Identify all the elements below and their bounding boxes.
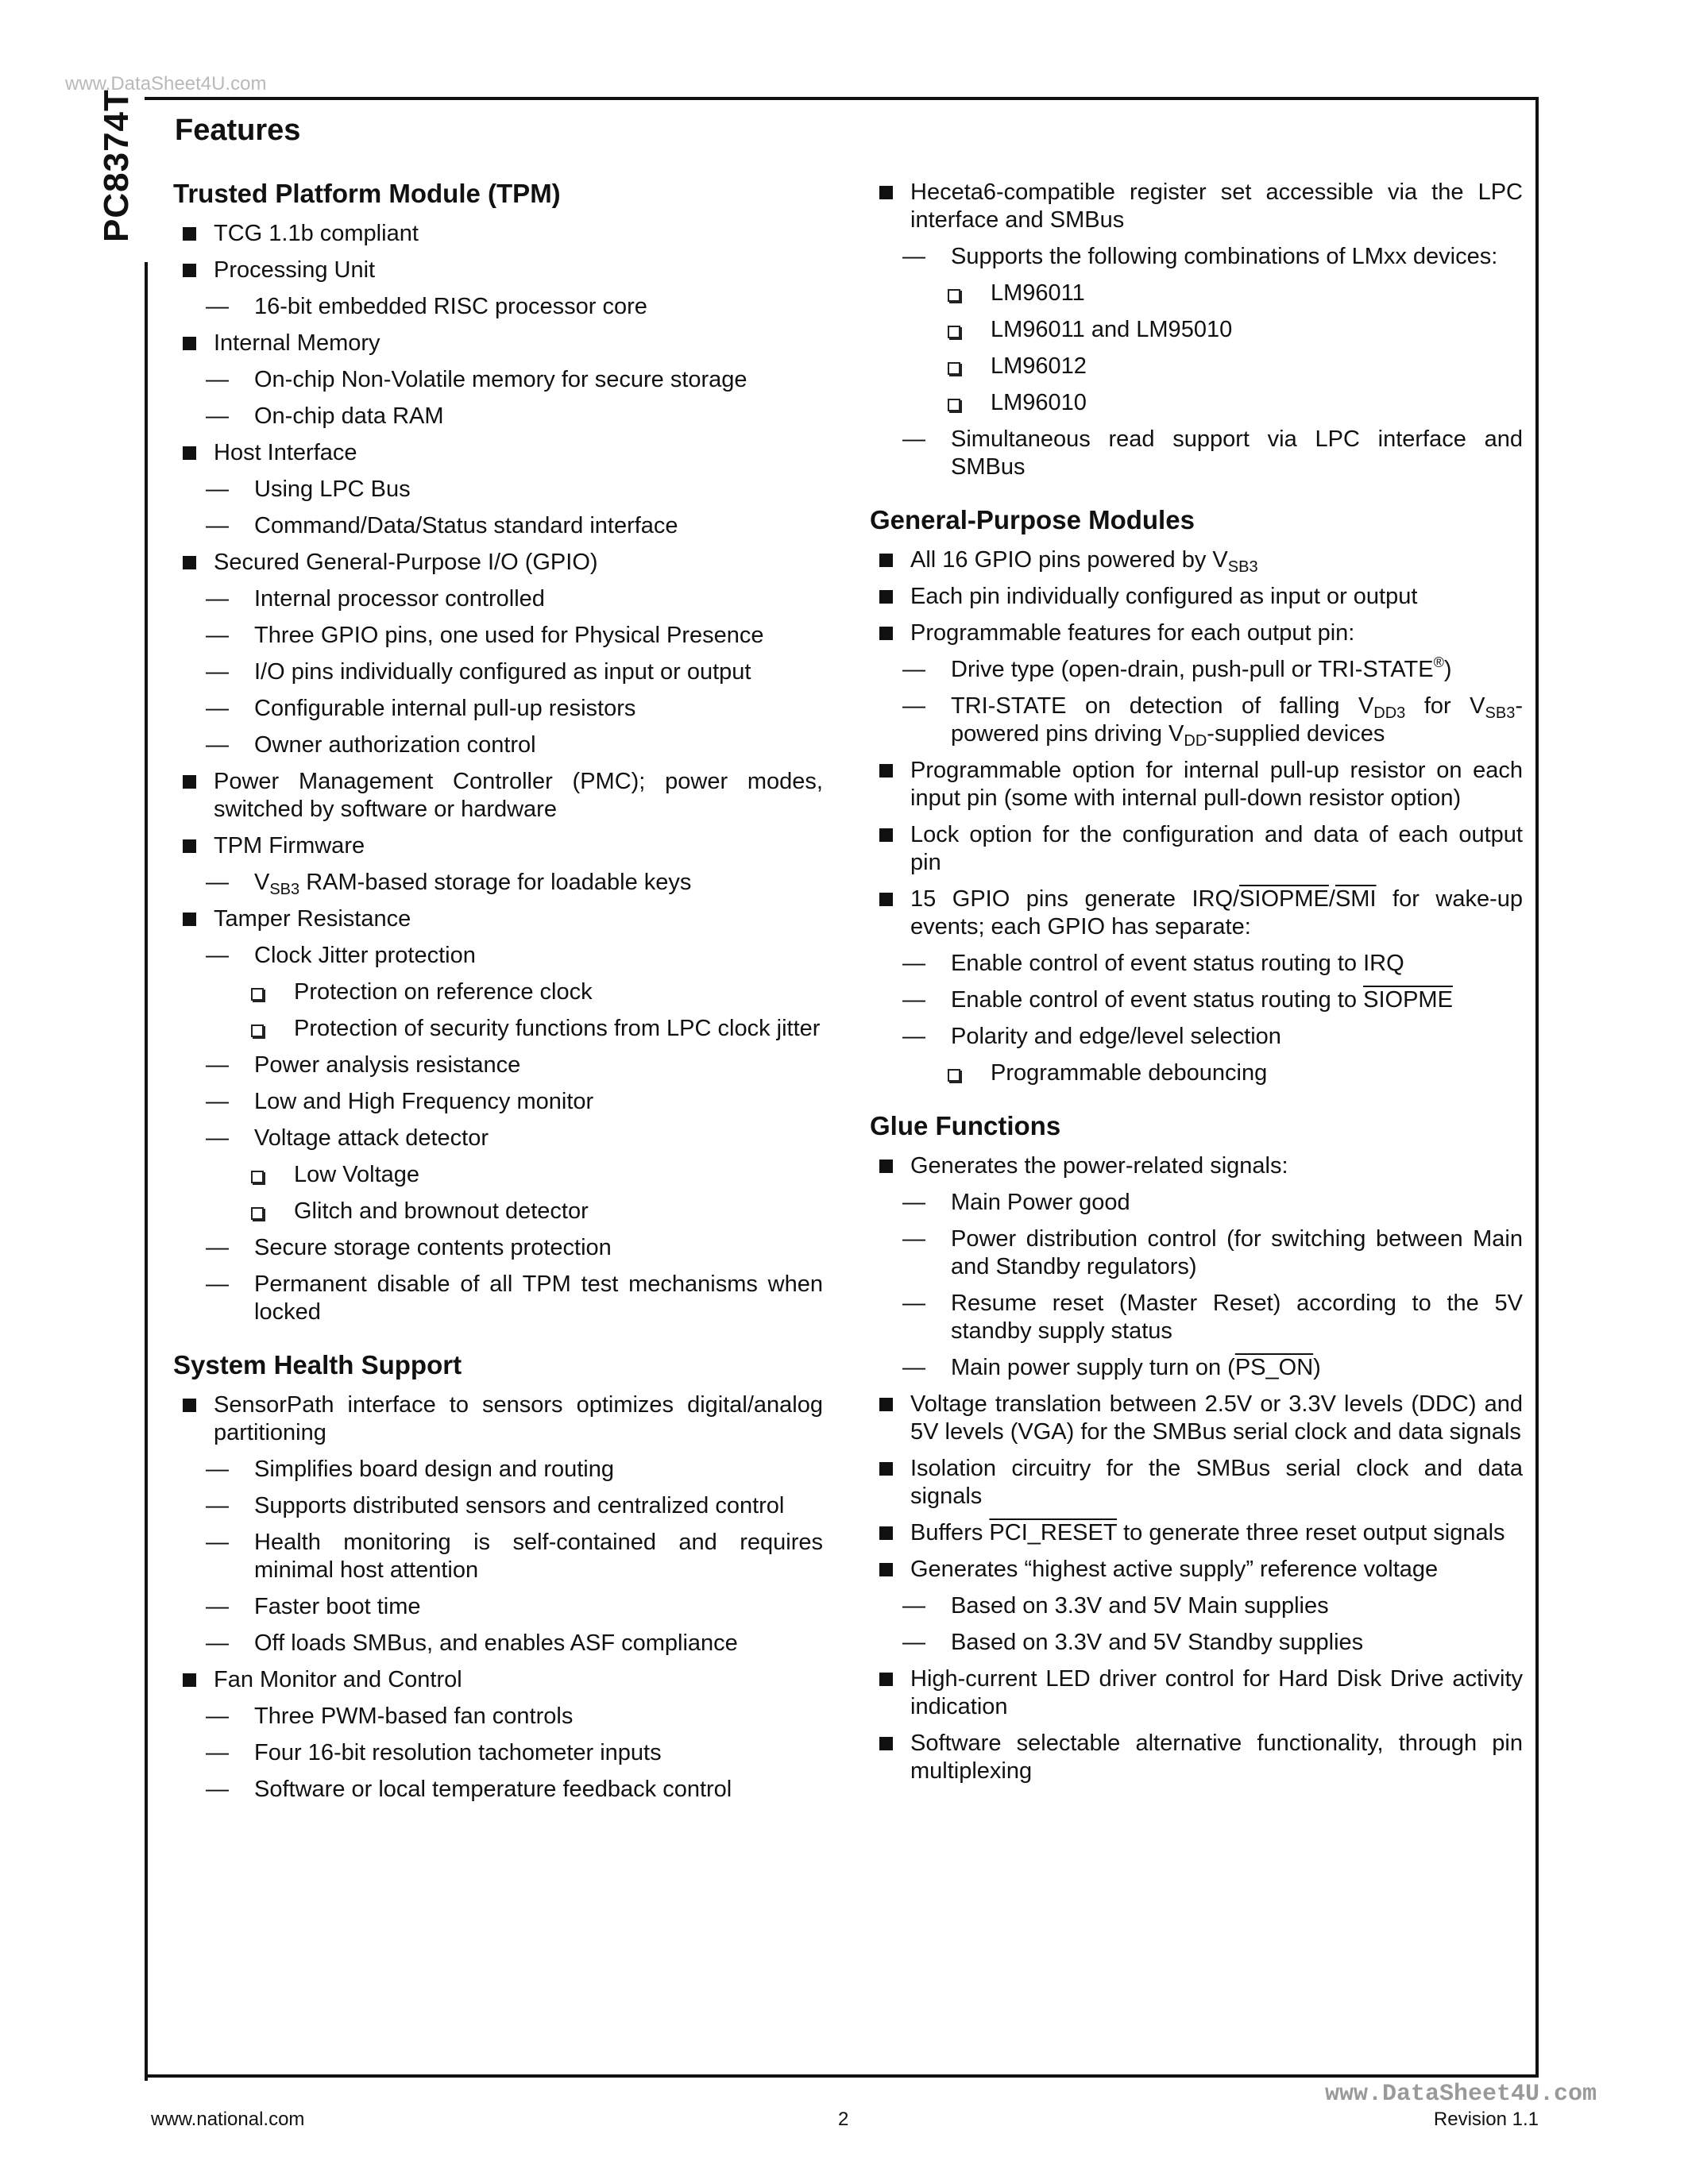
- dash-bullet-icon: —: [902, 1291, 925, 1316]
- box-bullet-icon: [948, 326, 960, 338]
- dash-bullet-icon: —: [206, 1530, 229, 1555]
- list-item: Protection on reference clock: [173, 978, 823, 1006]
- list-item: High-current LED driver control for Hard Disk Drive activity indication: [870, 1665, 1523, 1721]
- dash-bullet-icon: —: [206, 1594, 229, 1619]
- list-item: Software selectable alternative functionality, through pin multiplexing: [870, 1730, 1523, 1785]
- list-item: Processing Unit: [173, 257, 823, 284]
- dash-bullet-icon: —: [206, 294, 229, 319]
- dash-bullet-icon: —: [206, 623, 229, 648]
- list-item: LM96011 and LM95010: [870, 316, 1523, 344]
- list-item: — 16-bit embedded RISC processor core: [206, 294, 647, 319]
- list-item: — Polarity and edge/level selection: [902, 1024, 1281, 1049]
- dash-bullet-icon: —: [206, 1704, 229, 1729]
- square-bullet-icon: [879, 1673, 893, 1686]
- dash-bullet-icon: —: [206, 586, 229, 612]
- square-bullet-icon: [879, 1398, 893, 1411]
- page-frame-left-rule: [145, 262, 148, 2081]
- square-bullet-icon: [183, 337, 196, 350]
- square-bullet-icon: [879, 186, 893, 199]
- box-bullet-icon: [948, 1069, 960, 1082]
- list-item: — $V_{SB3}$ RAM-based storage for loadable keys: [206, 870, 692, 898]
- gp-modules-section-title: General-Purpose Modules: [870, 505, 1195, 534]
- list-item: — Internal processor controlled: [206, 586, 545, 612]
- list-item: — Three GPIO pins, one used for Physical Presence: [206, 623, 764, 648]
- dash-bullet-icon: —: [206, 1630, 229, 1656]
- watermark-top: www.DataSheet4U.com: [65, 73, 267, 95]
- tpm-section-title: Trusted Platform Module (TPM): [173, 179, 561, 208]
- list-item: — Low and High Frequency monitor: [206, 1089, 594, 1114]
- square-bullet-icon: [879, 627, 893, 640]
- list-item: — Supports distributed sensors and centralized control: [206, 1493, 785, 1518]
- list-item: 15 GPIO pins generate IRQ/$SIOPME/\overline{SMI}$ for wake-up events; each GPIO has separate:: [870, 886, 1523, 941]
- list-item: Fan Monitor and Control: [173, 1666, 823, 1694]
- dash-bullet-icon: —: [206, 943, 229, 968]
- list-item: — Based on 3.3V and 5V Standby supplies: [902, 1630, 1364, 1655]
- list-item: — Main Power good: [902, 1190, 1130, 1215]
- list-item: — Configurable internal pull-up resistors: [206, 696, 636, 721]
- box-bullet-icon: [251, 988, 264, 1001]
- list-item: Buffers PCI_RESET to generate three reset output signals: [870, 1519, 1523, 1547]
- list-item: — TRI-STATE on detection of falling $V_{DD3}$ for $V_{SB3}$-powered pins driving $V_{DD}$-supplied devices: [902, 693, 1523, 750]
- side-part-number: PC8374T: [97, 89, 136, 242]
- list-item: — Drive type (open-drain, push-pull or TRI-STATE®): [902, 654, 1452, 682]
- list-item: — Clock Jitter protection: [206, 943, 476, 968]
- list-item: Generates “highest active supply” reference voltage: [870, 1556, 1523, 1584]
- list-item: All 16 GPIO pins powered by $V_{SB3}$: [870, 546, 1523, 574]
- dash-bullet-icon: —: [206, 477, 229, 502]
- box-bullet-icon: [948, 362, 960, 375]
- dash-bullet-icon: —: [206, 1271, 229, 1297]
- dash-bullet-icon: —: [206, 1125, 229, 1151]
- list-item: Lock option for the configuration and data of each output pin: [870, 821, 1523, 877]
- features-heading: Features: [175, 114, 301, 147]
- dash-bullet-icon: —: [206, 696, 229, 721]
- list-item: — Command/Data/Status standard interface: [206, 513, 678, 538]
- list-item: TPM Firmware: [173, 832, 823, 860]
- list-item: Power Management Controller (PMC); power modes, switched by software or hardware: [173, 768, 823, 824]
- dash-bullet-icon: —: [206, 513, 229, 538]
- list-item: Voltage translation between 2.5V or 3.3V levels (DDC) and 5V levels (VGA) for the SMBus serial clock and data signals: [870, 1391, 1523, 1446]
- list-item: — Based on 3.3V and 5V Main supplies: [902, 1593, 1329, 1619]
- square-bullet-icon: [879, 1737, 893, 1750]
- list-item: LM96012: [870, 353, 1523, 380]
- list-item: Generates the power-related signals:: [870, 1152, 1523, 1180]
- square-bullet-icon: [879, 554, 893, 567]
- box-bullet-icon: [948, 399, 960, 411]
- left-column: [173, 179, 823, 1812]
- dash-bullet-icon: —: [206, 367, 229, 392]
- footer-url[interactable]: www.national.com: [151, 2109, 305, 2130]
- dash-bullet-icon: —: [206, 1457, 229, 1482]
- list-item: — Owner authorization control: [206, 732, 536, 758]
- list-item: — Three PWM-based fan controls: [206, 1704, 574, 1729]
- list-item: — Power analysis resistance: [206, 1052, 521, 1078]
- list-item: Low Voltage: [173, 1161, 823, 1189]
- list-item: Programmable option for internal pull-up resistor on each input pin (some with internal pull-down resistor option): [870, 757, 1523, 812]
- list-item: — Enable control of event status routing to SIOPME: [902, 987, 1453, 1013]
- dash-bullet-icon: —: [206, 1089, 229, 1114]
- dash-bullet-icon: —: [902, 244, 925, 269]
- square-bullet-icon: [183, 1673, 196, 1687]
- dash-bullet-icon: —: [206, 403, 229, 429]
- dash-bullet-icon: —: [206, 870, 229, 895]
- list-item: LM96011: [870, 280, 1523, 307]
- list-item: Programmable features for each output pin:: [870, 619, 1523, 647]
- list-item: Host Interface: [173, 439, 823, 467]
- dash-bullet-icon: —: [902, 1593, 925, 1619]
- list-item: — Software or local temperature feedback control: [206, 1777, 732, 1802]
- square-bullet-icon: [879, 828, 893, 842]
- dash-bullet-icon: —: [206, 1052, 229, 1078]
- list-item: Each pin individually configured as input or output: [870, 583, 1523, 611]
- health-section-title: System Health Support: [173, 1350, 462, 1379]
- dash-bullet-icon: —: [206, 1493, 229, 1518]
- square-bullet-icon: [879, 764, 893, 778]
- square-bullet-icon: [183, 913, 196, 926]
- square-bullet-icon: [879, 1526, 893, 1540]
- square-bullet-icon: [183, 556, 196, 569]
- dash-bullet-icon: —: [206, 659, 229, 685]
- list-item: LM96010: [870, 389, 1523, 417]
- dash-bullet-icon: —: [206, 732, 229, 758]
- list-item: — I/O pins individually configured as input or output: [206, 659, 751, 685]
- box-bullet-icon: [948, 289, 960, 302]
- dash-bullet-icon: —: [902, 1630, 925, 1655]
- square-bullet-icon: [879, 1563, 893, 1576]
- list-item: — Supports the following combinations of LMxx devices:: [902, 244, 1498, 269]
- square-bullet-icon: [183, 839, 196, 853]
- dash-bullet-icon: —: [902, 1226, 925, 1252]
- right-column: [870, 179, 1523, 1794]
- list-item: — Using LPC Bus: [206, 477, 411, 502]
- dash-bullet-icon: —: [902, 1024, 925, 1049]
- list-item: — Simplifies board design and routing: [206, 1457, 614, 1482]
- list-item: Protection of security functions from LPC clock jitter: [173, 1015, 823, 1043]
- square-bullet-icon: [879, 590, 893, 604]
- square-bullet-icon: [879, 1160, 893, 1173]
- square-bullet-icon: [183, 227, 196, 241]
- list-item: — Simultaneous read support via LPC interface and SMBus: [902, 426, 1523, 480]
- page-number: 2: [838, 2109, 849, 2130]
- square-bullet-icon: [183, 264, 196, 277]
- list-item: — Faster boot time: [206, 1594, 421, 1619]
- square-bullet-icon: [183, 446, 196, 460]
- box-bullet-icon: [251, 1024, 264, 1037]
- list-item: — Enable control of event status routing to IRQ: [902, 951, 1404, 976]
- dash-bullet-icon: —: [902, 657, 925, 682]
- square-bullet-icon: [183, 775, 196, 789]
- box-bullet-icon: [251, 1171, 264, 1183]
- list-item: — Secure storage contents protection: [206, 1235, 612, 1260]
- dash-bullet-icon: —: [902, 987, 925, 1013]
- list-item: — Health monitoring is self-contained and requires minimal host attention: [206, 1530, 823, 1583]
- dash-bullet-icon: —: [902, 426, 925, 452]
- list-item: — On-chip data RAM: [206, 403, 444, 429]
- list-item: Tamper Resistance: [173, 905, 823, 933]
- dash-bullet-icon: —: [902, 1355, 925, 1380]
- dash-bullet-icon: —: [206, 1740, 229, 1765]
- list-item: — Voltage attack detector: [206, 1125, 489, 1151]
- list-item: — Resume reset (Master Reset) according to the 5V standby supply status: [902, 1291, 1523, 1344]
- dash-bullet-icon: —: [206, 1777, 229, 1802]
- list-item: Programmable debouncing: [870, 1059, 1523, 1087]
- box-bullet-icon: [251, 1207, 264, 1220]
- square-bullet-icon: [183, 1399, 196, 1412]
- list-item: — On-chip Non-Volatile memory for secure storage: [206, 367, 747, 392]
- list-item: — Four 16-bit resolution tachometer inputs: [206, 1740, 662, 1765]
- square-bullet-icon: [879, 893, 893, 906]
- list-item: Heceta6-compatible register set accessible via the LPC interface and SMBus: [870, 179, 1523, 234]
- revision-label: Revision 1.1: [1433, 2109, 1539, 2130]
- list-item: — Permanent disable of all TPM test mechanisms when locked: [206, 1271, 823, 1325]
- list-item: — Off loads SMBus, and enables ASF compliance: [206, 1630, 738, 1656]
- list-item: Glitch and brownout detector: [173, 1198, 823, 1225]
- list-item: TCG 1.1b compliant: [173, 220, 823, 248]
- dash-bullet-icon: —: [902, 1190, 925, 1215]
- list-item: — Power distribution control (for switching between Main and Standby regulators): [902, 1226, 1523, 1279]
- glue-section-title: Glue Functions: [870, 1111, 1061, 1140]
- square-bullet-icon: [879, 1462, 893, 1476]
- dash-bullet-icon: —: [902, 693, 925, 719]
- list-item: Secured General-Purpose I/O (GPIO): [173, 549, 823, 577]
- list-item: SensorPath interface to sensors optimizes digital/analog partitioning: [173, 1391, 823, 1447]
- list-item: Isolation circuitry for the SMBus serial clock and data signals: [870, 1455, 1523, 1511]
- dash-bullet-icon: —: [902, 951, 925, 976]
- list-item: — Main power supply turn on (PS_ON): [902, 1355, 1321, 1380]
- watermark-bottom: www.DataSheet4U.com: [1325, 2081, 1597, 2108]
- dash-bullet-icon: —: [206, 1235, 229, 1260]
- list-item: Internal Memory: [173, 330, 823, 357]
